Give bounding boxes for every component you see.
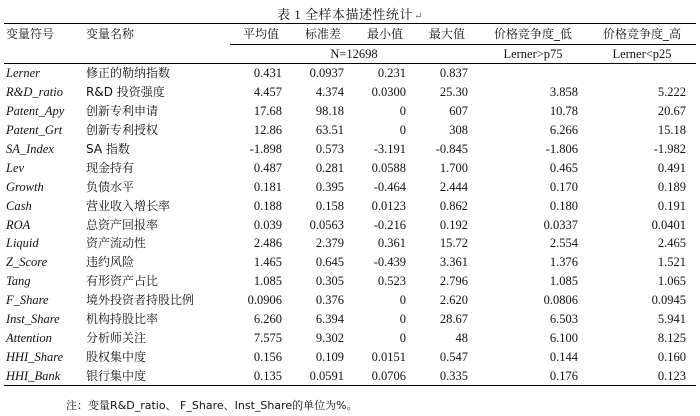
max-value: 48 — [455, 330, 468, 345]
min-value: 0.523 — [377, 274, 406, 289]
min-value: 0.0123 — [371, 198, 406, 213]
min-value: -3.191 — [373, 142, 406, 156]
variable-symbol: R&D_ratio — [6, 85, 63, 100]
variable-name: 银行集中度 — [84, 366, 230, 385]
max-value: 0.547 — [439, 349, 468, 364]
mean-value: 0.188 — [253, 198, 282, 213]
max-value: 0.837 — [416, 64, 478, 83]
sd-value: 9.302 — [315, 330, 344, 345]
high-competition-value: 0.0401 — [651, 217, 686, 232]
table-row — [4, 177, 696, 196]
min-value: -0.216 — [373, 217, 406, 232]
min-value: 0 — [399, 330, 406, 345]
high-competition-value: 0.0945 — [651, 293, 686, 308]
max-value: 2.444 — [439, 179, 468, 194]
low-competition-value: 3.858 — [549, 85, 578, 100]
mean-value: 0.181 — [253, 179, 282, 194]
mean-value: 1.085 — [253, 274, 282, 289]
high-competition-value: 1.065 — [657, 274, 686, 289]
sd-value: 0.645 — [315, 255, 344, 270]
table-body — [4, 64, 696, 386]
variable-symbol: Lev — [6, 160, 25, 175]
max-value: 0.335 — [416, 366, 478, 385]
low-competition-value: 0.0337 — [543, 217, 578, 232]
mean-value: 0.039 — [253, 217, 282, 232]
max-value: 1.700 — [439, 160, 468, 175]
max-value: 3.361 — [439, 255, 468, 270]
low-condition: Lerner>p75 — [478, 45, 588, 64]
low-competition-value: 6.100 — [549, 330, 578, 345]
sd-value: 6.394 — [315, 312, 344, 327]
variable-symbol: Inst_Share — [6, 312, 60, 327]
high-condition: Lerner<p25 — [588, 45, 696, 64]
table-row — [4, 366, 696, 385]
low-competition-value: 0.170 — [549, 179, 578, 194]
variable-name: 创新专利授权 — [86, 123, 159, 138]
high-competition-value: 0.189 — [657, 179, 686, 194]
table-row — [4, 158, 696, 177]
paragraph-mark: ↵ — [414, 11, 423, 22]
mean-value: 0.156 — [253, 349, 282, 364]
variable-name: 分析师关注 — [86, 330, 147, 345]
variable-symbol: F_Share — [6, 293, 49, 308]
min-value: 0.361 — [377, 236, 406, 251]
header-low-competition: 价格竞争度_低 — [478, 24, 588, 45]
variable-name: 股权集中度 — [86, 349, 147, 364]
table-row — [4, 310, 696, 329]
variable-name: 负债水平 — [86, 179, 135, 194]
header-min: 最小值 — [354, 24, 416, 45]
high-competition-value: 0.160 — [657, 349, 686, 364]
max-value: 25.30 — [439, 85, 468, 100]
sd-value: 0.0591 — [292, 366, 354, 385]
low-competition-value: 0.176 — [478, 366, 588, 385]
high-competition-value: 0.123 — [588, 366, 696, 385]
variable-symbol: Growth — [6, 179, 44, 194]
low-competition-value: 6.503 — [549, 312, 578, 327]
header-high-competition: 价格竞争度_高 — [588, 24, 696, 45]
min-value: -0.464 — [373, 179, 406, 194]
table-note: 注：变量R&D_ratio、 F_Share、Inst_Share的单位为%。 — [66, 399, 358, 412]
sd-value: 0.109 — [315, 349, 344, 364]
high-competition-value: 5.941 — [657, 312, 686, 327]
table-row — [4, 215, 696, 234]
low-competition-value: 1.085 — [549, 274, 578, 289]
variable-symbol: Patent_Grt — [6, 123, 63, 138]
variable-symbol: ROA — [6, 217, 31, 232]
max-value: 0.192 — [439, 217, 468, 232]
low-competition-value: 2.554 — [549, 236, 578, 251]
variable-symbol: Patent_Apy — [6, 104, 65, 119]
variable-name: 机构持股比率 — [86, 312, 159, 327]
variable-name: 资产流动性 — [86, 236, 147, 251]
table-row — [4, 64, 696, 83]
high-competition-value: 20.67 — [657, 104, 686, 119]
min-value: -0.439 — [373, 255, 406, 270]
low-competition-value: 6.266 — [549, 123, 578, 138]
mean-value: 7.575 — [253, 330, 282, 345]
variable-symbol: Z_Score — [6, 255, 48, 270]
min-value: 0 — [399, 293, 406, 308]
max-value: 308 — [449, 123, 468, 138]
table-row — [4, 272, 696, 291]
variable-name: R&D 投资强度 — [86, 85, 165, 100]
max-value: 2.796 — [439, 274, 468, 289]
header-var-name: 变量名称 — [84, 24, 230, 45]
mean-value: 0.487 — [253, 160, 282, 175]
low-competition-value — [478, 64, 588, 83]
sd-value: 0.395 — [315, 179, 344, 194]
sd-value: 0.305 — [315, 274, 344, 289]
min-value: 0.231 — [354, 64, 416, 83]
table-row — [4, 253, 696, 272]
variable-name: SA 指数 — [86, 142, 130, 156]
sd-value: 2.379 — [315, 236, 344, 251]
header-mean: 平均值 — [230, 24, 292, 45]
low-competition-value: 1.376 — [549, 255, 578, 270]
mean-value: 6.260 — [253, 312, 282, 327]
low-competition-value: 0.465 — [549, 160, 578, 175]
high-competition-value: 2.465 — [657, 236, 686, 251]
mean-value: 12.86 — [253, 123, 282, 138]
table-row — [4, 347, 696, 366]
high-competition-value: 1.521 — [657, 255, 686, 270]
variable-name: 总资产回报率 — [86, 217, 159, 232]
high-competition-value: 0.191 — [657, 198, 686, 213]
mean-value: 0.135 — [230, 366, 292, 385]
subheader-row — [4, 45, 696, 64]
low-competition-value: 0.144 — [549, 349, 578, 364]
table-row — [4, 140, 696, 159]
max-value: 607 — [449, 104, 468, 119]
min-value: 0 — [399, 104, 406, 119]
min-value: 0.0151 — [371, 349, 406, 364]
mean-value: 17.68 — [253, 104, 282, 119]
header-var-symbol: 变量符号 — [4, 24, 84, 45]
sd-value: 0.0563 — [309, 217, 344, 232]
variable-symbol: Liquid — [6, 236, 39, 251]
variable-name: 创新专利申请 — [86, 104, 159, 119]
min-value: 0 — [399, 123, 406, 138]
sd-value: 63.51 — [315, 123, 344, 138]
max-value: 28.67 — [439, 312, 468, 327]
table-row — [4, 234, 696, 253]
min-value: 0.0588 — [371, 160, 406, 175]
mean-value: 0.431 — [230, 64, 292, 83]
variable-symbol: HHI_Bank — [4, 366, 84, 385]
high-competition-value: 8.125 — [657, 330, 686, 345]
max-value: -0.845 — [435, 142, 468, 156]
mean-value: 1.465 — [253, 255, 282, 270]
table-title: 表 1 全样本描述性统计↵ — [277, 7, 423, 22]
max-value: 2.620 — [439, 293, 468, 308]
sd-value: 0.376 — [315, 293, 344, 308]
mean-value: 2.486 — [253, 236, 282, 251]
header-row — [4, 24, 696, 45]
table-row — [4, 196, 696, 215]
mean-value: 0.0906 — [247, 293, 282, 308]
mean-value: 4.457 — [253, 85, 282, 100]
high-competition-value: -1.982 — [653, 142, 686, 156]
header-sd: 标准差 — [292, 24, 354, 45]
max-value: 15.72 — [439, 236, 468, 251]
sd-value: 0.573 — [315, 142, 344, 156]
variable-symbol: Cash — [6, 198, 32, 213]
sd-value: 4.374 — [315, 85, 344, 100]
min-value: 0.0300 — [371, 85, 406, 100]
variable-symbol: Attention — [6, 330, 52, 345]
table-row — [4, 121, 696, 140]
table-row — [4, 328, 696, 347]
sd-value: 0.0937 — [292, 64, 354, 83]
table-row — [4, 102, 696, 121]
variable-symbol: SA_Index — [6, 142, 54, 156]
table-row — [4, 291, 696, 310]
header-max: 最大值 — [416, 24, 478, 45]
variable-symbol: HHI_Share — [6, 349, 64, 364]
variable-name: 现金持有 — [86, 160, 135, 175]
high-competition-value: 5.222 — [657, 85, 686, 100]
high-competition-value — [588, 64, 696, 83]
high-competition-value: 0.491 — [657, 160, 686, 175]
sd-value: 98.18 — [315, 104, 344, 119]
high-competition-value: 15.18 — [657, 123, 686, 138]
min-value: 0.0706 — [354, 366, 416, 385]
variable-symbol: Lerner — [4, 64, 84, 83]
variable-symbol: Tang — [6, 274, 31, 289]
table-row — [4, 83, 696, 102]
mean-value: -1.898 — [249, 142, 282, 156]
variable-name: 违约风险 — [86, 255, 135, 270]
variable-name: 境外投资者持股比例 — [86, 293, 195, 308]
low-competition-value: 0.180 — [549, 198, 578, 213]
sd-value: 0.158 — [315, 198, 344, 213]
descriptive-stats-table — [4, 23, 696, 386]
variable-name: 营业收入增长率 — [86, 198, 171, 213]
variable-name: 有形资产占比 — [86, 274, 159, 289]
sd-value: 0.281 — [315, 160, 344, 175]
variable-name: 修正的勒纳指数 — [84, 64, 230, 83]
low-competition-value: 10.78 — [549, 104, 578, 119]
sample-size: N=12698 — [230, 45, 478, 64]
low-competition-value: -1.806 — [545, 142, 578, 156]
min-value: 0 — [399, 312, 406, 327]
max-value: 0.862 — [439, 198, 468, 213]
low-competition-value: 0.0806 — [543, 293, 578, 308]
